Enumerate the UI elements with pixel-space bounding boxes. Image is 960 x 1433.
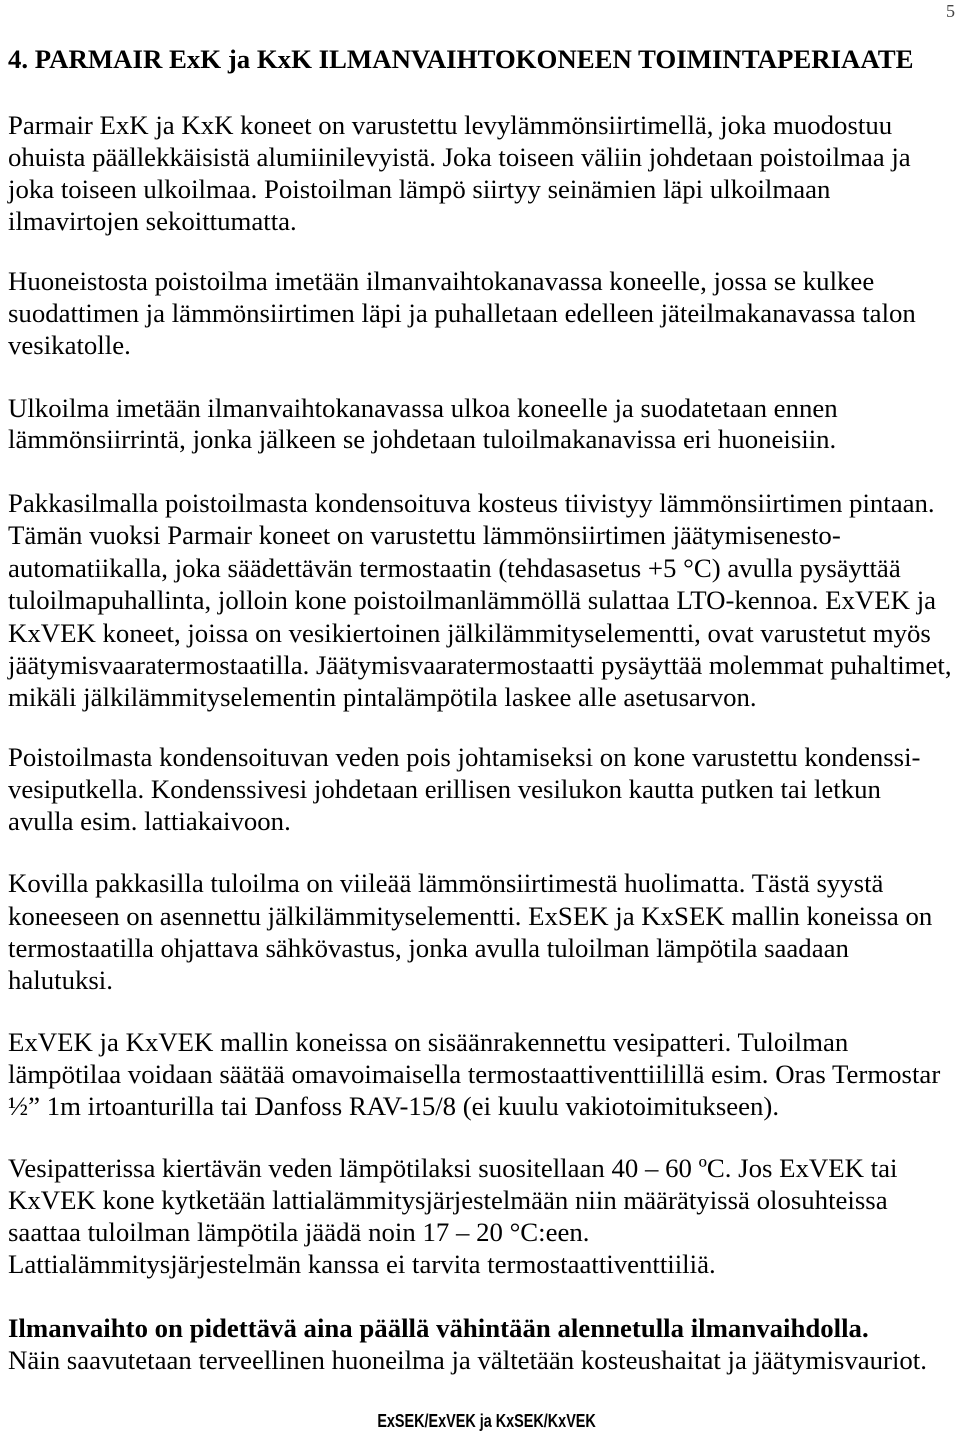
paragraph-line: Kovilla pakkasilla tuloilma on viileää lämmönsiirtimestä huolimatta. Tästä syystä [8,868,884,898]
paragraph-line: Huoneistosta poistoilma imetään ilmanvaihtokanavassa koneelle, jossa se kulkee [8,266,875,296]
section-heading: 4. PARMAIR ExK ja KxK ILMANVAIHTOKONEEN TOIMINTAPERIAATE [8,44,914,74]
paragraph-line: koneeseen on asennettu jälkilämmityselementti. ExSEK ja KxSEK mallin koneissa on [8,901,933,931]
paragraph-line: automatiikalla, joka säädettävän termostaatin (tehdasasetus +5 °C) avulla pysäyttää [8,553,901,583]
paragraph-line: Parmair ExK ja KxK koneet on varustettu levylämmönsiirtimellä, joka muodostuu [8,110,893,140]
paragraph-line: Lattialämmitysjärjestelmän kanssa ei tarvita termostaattiventtiiliä. [8,1249,716,1279]
paragraph-line: avulla esim. lattiakaivoon. [8,806,291,836]
paragraph-line: ilmavirtojen sekoittumatta. [8,206,297,236]
paragraph-line: halutuksi. [8,965,113,995]
paragraph-line: jäätymisvaaratermostaatilla. Jäätymisvaaratermostaatti pysäyttää molemmat puhaltimet, [8,650,952,680]
paragraph-line: Tämän vuoksi Parmair koneet on varustettu lämmönsiirtimen jäätymisenesto- [8,520,841,550]
paragraph-line: tuloilmapuhallinta, jolloin kone poistoilmanlämmöllä sulattaa LTO-kennoa. ExVEK ja [8,585,937,615]
paragraph-line: vesikatolle. [8,330,131,360]
paragraph-line: vesiputkella. Kondenssivesi johdetaan erillisen vesilukon kautta putken tai letkun [8,774,881,804]
paragraph-line: suodattimen ja lämmönsiirtimen läpi ja puhalletaan edelleen jäteilmakanavassa talon [8,298,916,328]
notice-line: Näin saavutetaan terveellinen huoneilma ja vältetään kosteushaitat ja jäätymisvauriot. [8,1345,927,1375]
paragraph-line: joka toiseen ulkoilmaa. Poistoilman lämpö siirtyy seinämien läpi ulkoilmaan [8,174,831,204]
paragraph-line: saattaa tuloilman lämpötila jäädä noin 17 – 20 °C:een. [8,1217,590,1247]
footer-model-label: ExSEK/ExVEK ja KxSEK/KxVEK [377,1411,597,1431]
paragraph-line: Poistoilmasta kondensoituvan veden pois johtamiseksi on kone varustettu kondenssi- [8,742,921,772]
paragraph-line: lämmönsiirrintä, jonka jälkeen se johdetaan tuloilmakanavissa eri huoneisiin. [8,424,837,454]
page-footer [0,1411,960,1433]
paragraph-line: Vesipatterissa kiertävän veden lämpötilaksi suositellaan 40 – 60 ºC. Jos ExVEK tai [8,1153,898,1183]
notice-bold-line: Ilmanvaihto on pidettävä aina päällä vähintään alennetulla ilmanvaihdolla. [8,1313,869,1343]
paragraph-line: Ulkoilma imetään ilmanvaihtokanavassa ulkoa koneelle ja suodatetaan ennen [8,393,838,423]
paragraph-line: ohuista päällekkäisistä alumiinilevyistä. Joka toiseen väliin johdetaan poistoilmaa ja [8,142,911,172]
page-number: 5 [946,1,955,21]
paragraph-line: ExVEK ja KxVEK mallin koneissa on sisäänrakennettu vesipatteri. Tuloilman [8,1027,849,1057]
paragraph-line: termostaatilla ohjattava sähkövastus, jonka avulla tuloilman lämpötila saadaan [8,933,849,963]
paragraph-line: mikäli jälkilämmityselementin pintalämpötila laskee alle asetusarvon. [8,682,757,712]
paragraph-line: ½” 1m irtoanturilla tai Danfoss RAV-15/8 (ei kuulu vakiotoimitukseen). [8,1091,780,1121]
paragraph-line: KxVEK kone kytketään lattialämmitysjärjestelmään niin määrätyissä olosuhteissa [8,1185,888,1215]
paragraph-line: Pakkasilmalla poistoilmasta kondensoituva kosteus tiivistyy lämmönsiirtimen pintaan. [8,488,935,518]
paragraph-line: KxVEK koneet, joissa on vesikiertoinen jälkilämmityselementti, ovat varustetut myös [8,618,931,648]
paragraph-line: lämpötilaa voidaan säätää omavoimaisella termostaattiventtiilillä esim. Oras Termostar [8,1059,941,1089]
